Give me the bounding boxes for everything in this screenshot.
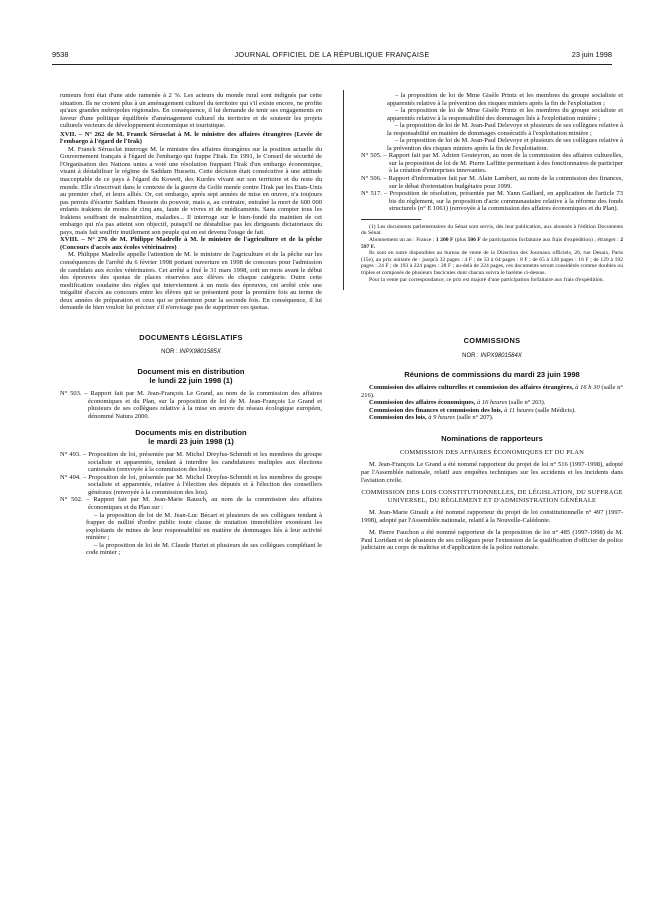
- document-506: N° 506. – Rapport d'information fait par M. Alain Lambert, au nom de la commission des finances, sur le débat d'orientation budgétaire pour 1999.: [361, 175, 623, 190]
- reunion-item: Commission des lois, à 9 heures (salle n° 207).: [369, 414, 494, 422]
- document-502-item: – la proposition de loi de M. Jean-Luc Bécart et plusieurs de ses collègues tendant à frapper de nullité d'ordre public toute clause de mutation immobilière exonérant les exploitants de mines de leur responsabilité en matière de dommages liés à leur activité minière ;: [86, 511, 322, 542]
- distribution-heading-1: [60, 367, 322, 385]
- document-502-item: – la proposition de loi de Mme Gisèle Printz et les membres du groupe socialiste et apparentés relative à la responsabilité des dommages liés à l'exploitation minière ;: [387, 107, 623, 122]
- distribution-title-2: Documents mis en distribution: [135, 428, 247, 438]
- question-18-title: XVIII. – N° 276 de M. Philippe Madrelle à M. le ministre de l'agriculture et de la pêche (Concours d'accès aux écoles vétérinaires): [60, 236, 322, 251]
- document-503: N° 503. – Rapport fait par M. Jean-François Le Grand, au nom de la commission des affaires économiques et du Plan, sur la proposition de loi de M. Jean-François Le Grand et plusieurs de ses collègues relative à la mise en œuvre du réseau écologique européen, dénommé Natura 2000.: [60, 389, 322, 420]
- commissions-section-title: COMMISSIONS: [463, 336, 521, 346]
- nomination-paragraph: M. Jean-Marie Girault a été nommé rapporteur du projet de loi constitutionnelle n° 497 (1997-1998), adopté par l'Assemblée nationale, relatif à la Nouvelle-Calédonie.: [361, 509, 623, 524]
- nor-label: NOR :: [161, 349, 178, 356]
- document-502-item: – la proposition de loi de Mme Gisèle Printz et les membres du groupe socialiste et apparentés relative à la prévention des risques miniers après la fin de l'exploitation ;: [387, 92, 623, 107]
- commission-title: COMMISSION DES AFFAIRES ÉCONOMIQUES ET DU PLAN: [399, 448, 585, 456]
- question-17-title: XVII. – N° 262 de M. Franck Sérusclat à M. le ministre des affaires étrangères (Levée de l'embargo à l'égard de l'Irak): [60, 130, 322, 146]
- footnote-1: (1) Les documents parlementaires du Sénat sont servis, dès leur publication, aux abonnés à l'édition Documents du Sénat.: [361, 223, 623, 237]
- nor-code: INPX9801584X: [480, 352, 522, 359]
- document-505: N° 505. – Rapport fait par M. Adrien Gouteyron, au nom de la commission des affaires culturelles, sur la proposition de loi de M. Pierre Laffitte permettant à des fonctionnaires de participer à la création d'entreprises innovantes.: [361, 152, 623, 175]
- left-column: [60, 92, 322, 557]
- distribution-date-1: le lundi 22 juin 1998 (1): [149, 375, 233, 385]
- document-502-item: – la proposition de loi de M. Claude Huriet et plusieurs de ses collègues complétant le code minier ;: [86, 541, 322, 557]
- question-18-body: M. Philippe Madrelle appelle l'attention de M. le ministre de l'agriculture et de la pêche sur les conséquences de l'arrêté du 6 février 1998 portant ouverture en 1998 de concours pour l'admission de candidats aux écoles vétérinaires. Cet arrêté a fixé le 31 mars 1998, soit un mois avant le début des épreuves des quotas de places réservées aux élèves de chaque catégorie. Outre cette modification soudaine des règles qui interviennent à un mois des épreuves, cet arrêté crée une inégalité d'accès au concours entre les élèves qui se présentent pour la première fois au terme de deux années de préparation et ceux qui se présentent pour la seconde fois. En conséquence, il lui demande de bien vouloir lui préciser s'il n'envisage pas de supprimer ces quotas.: [60, 251, 322, 312]
- column-divider: [343, 90, 344, 290]
- issue-date: 23 juin 1998: [571, 50, 612, 59]
- intro-paragraph: rumeurs font état d'une aide ramenée à 2 %. Les acteurs du monde rural sont indignés par cette situation. Ils ne croient plus à un aménagement culturel du territoire qui s'il existe encore, ne profite qu'aux grandes métropoles régionales. En conséquence, il lui demande de tenir ses engagements en faveur d'une politique équilibrée d'aménagement culturel du territoire et de soutenir les projets culturels vecteurs de développement économique et touristique.: [60, 92, 322, 130]
- document-517: N° 517. – Proposition de résolution, présentée par M. Yann Gaillard, en application de l'article 73 bis du règlement, sur la proposition d'acte communautaire relative à la réforme des fonds structurels (n° E 1061) (renvoyée à la commission des affaires économiques et du Plan).: [361, 190, 623, 213]
- question-17-body: M. Franck Sérusclat interroge M. le ministre des affaires étrangères sur la position actuelle du Gouvernement français à l'égard de l'embargo qui frappe l'Irak. En 1991, le Conseil de sécurité de l'Organisation des Nations unies a voté une résolution frappant l'Irak d'un embargo économique, visant à déstabiliser le régime de Saddam Hussein. Cette décision était consécutive à une attitude inacceptable de ce pays à l'égard du Koweït, des Kurdes vivant sur son territoire et du reste du monde. Elle s'inscrivait dans le contexte de la guerre du Golfe menée contre l'Irak par les Etats-Unis au premier chef, et leurs alliés. Or, cet embargo, après sept années de mise en œuvre, n'a toujours pas permis d'écarter Saddam Hussein du pouvoir, mais a, au contraire, entraîné la mort de 600 000 enfants irakiens de moins de cinq ans, faute de vivres et de médicaments. Sans compter tous les Irakiens souffrant de malnutrition, maladies... Il interroge sur le bien-fondé du maintien de cet embargo qui n'a pas atteint son objectif, puisqu'il ne déstabilise pas les dirigeants dictatoriaux du pays, mais fait souffrir inutilement son peuple qui en est devenu l'otage de fait.: [60, 145, 322, 236]
- document-502: N° 502. – Rapport fait par M. Jean-Marie Rausch, au nom de la commission des affaires économiques et du Plan sur :: [60, 496, 322, 511]
- header-rule: [52, 64, 612, 65]
- reunions-heading: Réunions de commissions du mardi 23 juin 1998: [404, 370, 580, 380]
- footnote-subscription: Abonnement un an : France : 1 200 F (plus 506 F de participation forfaitaire aux frais d'expédition) ; étranger : 2 597 F.: [361, 236, 623, 250]
- reunion-item: Commission des finances et commission des lois, à 11 heures (salle Médicis).: [369, 406, 576, 414]
- footnote-rule: [361, 219, 421, 220]
- document-502-item: – la proposition de loi de M. Jean-Paul Delevoye et plusieurs de ses collègues relative à la prévention des risques miniers après la fin de l'exploitation.: [387, 137, 623, 152]
- documents-nor: [60, 349, 322, 357]
- nor-code: INPX9801585X: [179, 349, 221, 356]
- nor-label: NOR :: [462, 352, 479, 359]
- nomination-paragraph: M. Pierre Fauchon a été nommé rapporteur de la proposition de loi n° 485 (1997-1998) de M. Paul Loridant et de plusieurs de ses collègues pour l'extension de la qualification d'officier de police judiciaire au corps de maîtrise et d'application de la police nationale.: [361, 529, 623, 552]
- nomination-paragraph: M. Jean-François Le Grand a été nommé rapporteur du projet de loi n° 516 (1997-1998), adopté par l'Assemblée nationale, relatif aux enquêtes techniques sur les accidents et les incidents dans l'aviation civile.: [361, 461, 623, 484]
- document-494: N° 494. – Proposition de loi, présentée par M. Michel Dreyfus-Schmidt et les membres du groupe socialiste et apparentés, relative à l'élection des députés et à l'élection des conseillers généraux (renvoyée à la commission des lois).: [60, 473, 322, 496]
- document-502-item: – la proposition de loi de M. Jean-Paul Delevoye et plusieurs de ses collègues relative à la responsabilité en matière de dommages consécutifs à l'exploitation minière ;: [387, 122, 623, 137]
- reunion-item: Commission des affaires culturelles et commission des affaires étrangères, à 16 h 30 (salle n° 216).: [361, 384, 624, 399]
- commissions-nor: [361, 353, 623, 361]
- distribution-heading-2: [60, 428, 322, 446]
- distribution-title-1: Document mis en distribution: [137, 366, 245, 376]
- footnote-prices: Ils sont en outre disponibles au bureau de vente de la Direction des Journaux officiels, 26, rue Desaix, Paris (15e), au prix unitaire de : jusqu'à 32 pages : 4 F ; de 33 à 64 pages : 8 F ; de 65 à 128 pages : 16 F ; de 129 à 192 pages : 24 F ; de 193 à 224 pages : 28 F ; au-delà de 224 pages, ces documents seront considérés comme doubles ou triples et composés de plusieurs fascicules dont chacun suivra le barème ci-dessus.: [361, 250, 623, 276]
- page-number: 9538: [52, 50, 69, 59]
- commission-title: COMMISSION DES LOIS CONSTITUTIONNELLES, DE LÉGISLATION, DU SUFFRAGE UNIVERSEL, DU RÈGLEMENT ET D'ADMINISTRATION GÉNÉRALE: [361, 489, 623, 504]
- footnote-shipping: Pour la vente par correspondance, ce prix est majoré d'une participation forfaitaire aux frais d'expédition.: [369, 276, 604, 283]
- distribution-date-2: le mardi 23 juin 1998 (1): [148, 437, 234, 447]
- right-column: [361, 92, 623, 552]
- nominations-heading: Nominations de rapporteurs: [441, 433, 543, 443]
- page-header: [52, 50, 612, 64]
- journal-title: JOURNAL OFFICIEL DE LA RÉPUBLIQUE FRANÇAISE: [234, 50, 430, 59]
- reunion-item: Commission des affaires économiques, à 16 heures (salle n° 263).: [369, 399, 546, 407]
- documents-section-title: DOCUMENTS LÉGISLATIFS: [139, 332, 243, 342]
- document-493: N° 493. – Proposition de loi, présentée par M. Michel Dreyfus-Schmidt et les membres du groupe socialiste et apparentés, tendant à interdire les candidatures multiples aux élections cantonales (renvoyée à la commission des lois).: [60, 451, 322, 474]
